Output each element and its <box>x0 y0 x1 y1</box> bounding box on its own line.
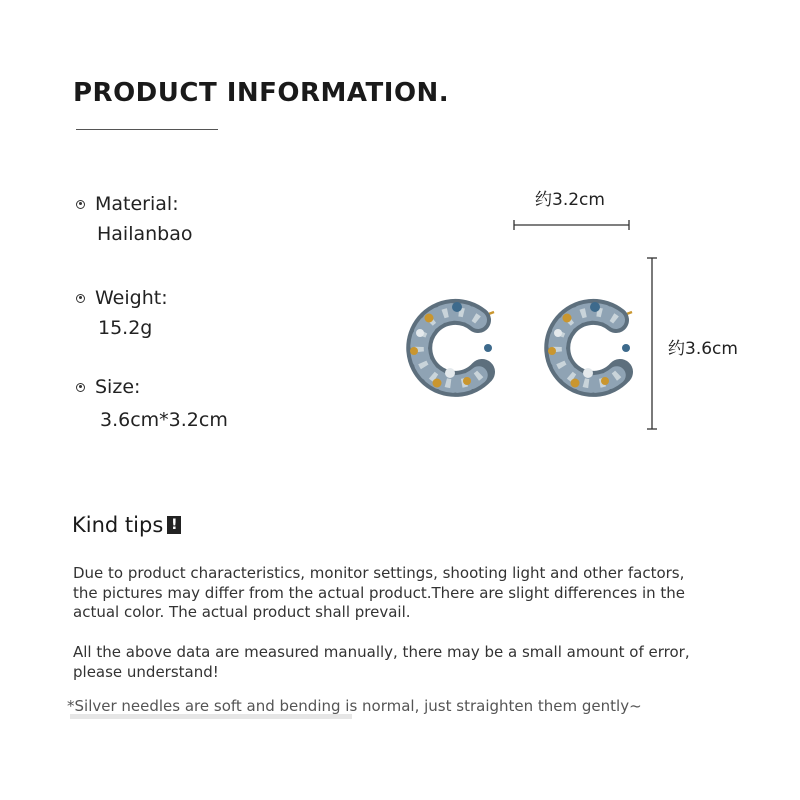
height-dimension-label: 约3.6cm <box>668 339 738 359</box>
tips-paragraph-color: Due to product characteristics, monitor settings, shooting light and other factors, the pictures may differ from the actual product.There are slight differences in the actual color. The actual product shall prevail. <box>73 564 685 621</box>
kind-tips-heading <box>72 513 181 537</box>
earring-right <box>548 302 632 388</box>
spec-size-value: 3.6cm*3.2cm <box>100 409 228 431</box>
page-title: PRODUCT INFORMATION. <box>73 78 450 108</box>
spec-size-label: Size: <box>95 376 141 398</box>
height-dimension-line <box>647 258 657 429</box>
tips-paragraph-measurement: All the above data are measured manually, there may be a small amount of error, please understand! <box>73 643 690 681</box>
earring-left <box>410 302 494 388</box>
spec-weight-value: 15.2g <box>98 317 153 339</box>
width-dimension-label: 约3.2cm <box>535 190 605 210</box>
spec-material-label: Material: <box>95 193 179 215</box>
spec-weight-label: Weight: <box>95 287 168 309</box>
silver-needle-note: *Silver needles are soft and bending is normal, just straighten them gently~ <box>67 697 642 715</box>
spec-material-value: Hailanbao <box>97 223 193 245</box>
width-dimension-line <box>514 220 629 230</box>
warning-icon: ! <box>167 516 181 534</box>
kind-tips-title: Kind tips <box>72 513 164 537</box>
